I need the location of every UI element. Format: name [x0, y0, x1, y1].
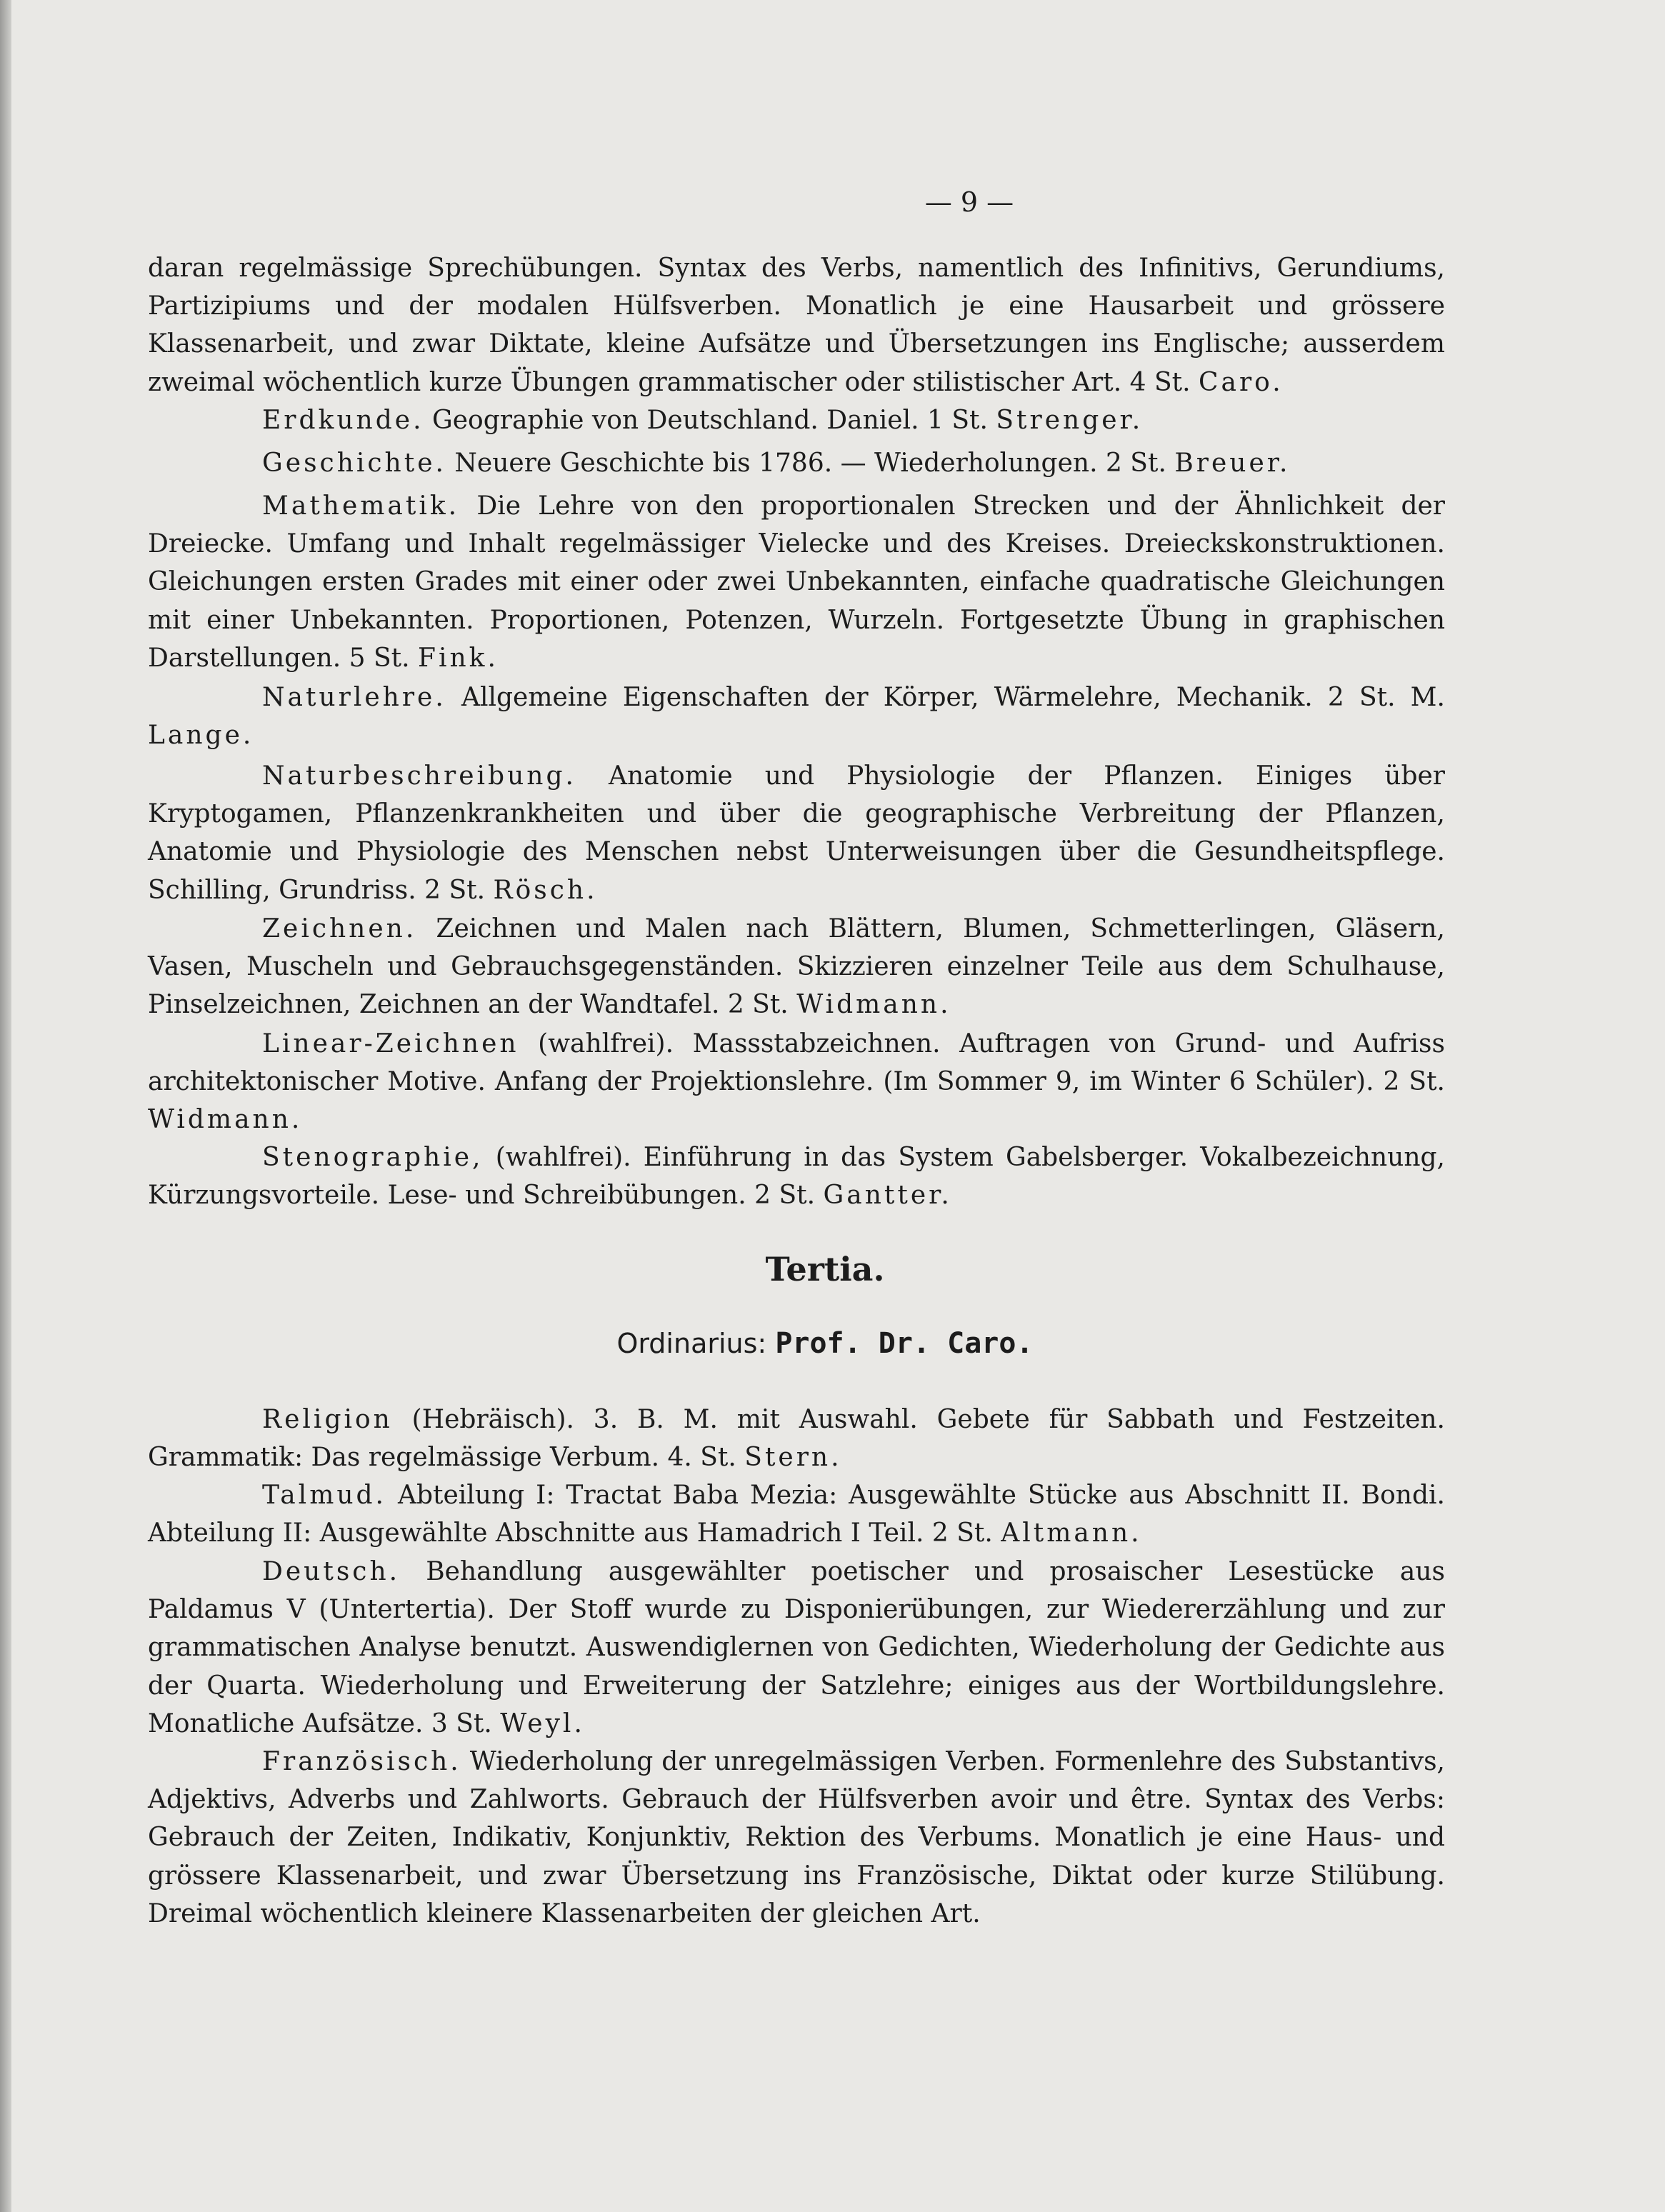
teacher-name: Widmann.	[148, 1105, 303, 1135]
subject-heading: Erdkunde.	[262, 406, 424, 435]
teacher-name: Caro.	[1198, 367, 1284, 397]
paragraph-text: Abteilung I: Tractat Baba Mezia: Ausgewählte Stücke aus Abschnitt II. Bondi. Abteilung II: Ausgewählte Abschnitte aus Hamadrich I Teil. 2 St.	[148, 1481, 1445, 1548]
paragraph-naturbeschreibung	[148, 757, 1445, 909]
paragraph-text: Die Lehre von den proportionalen Strecken und der Ähnlichkeit der Dreiecke. Umfang und Inhalt regelmässiger Vielecke und des Kreises. Dreieckskonstruktionen. Gleichungen ersten Grades mit einer oder zwei Unbekannten, einfache quadratische Gleichungen mit einer Unbekannten. Proportionen, Potenzen, Wurzeln. Fortgesetzte Übung in graphischen Darstellungen. 5 St.	[148, 491, 1445, 673]
paragraph-stenographie	[148, 1138, 1445, 1214]
paragraph-text: Geographie von Deutschland. Daniel. 1 St.	[424, 406, 996, 435]
paragraph-text: Anatomie und Physiologie der Pflanzen. Einiges über Kryptogamen, Pflanzenkrankheiten und über die geographische Verbreitung der Pflanzen, Anatomie und Physiologie des Menschen nebst Unterweisungen über die Gesundheitspflege. Schilling, Grundriss. 2 St.	[148, 761, 1445, 905]
paragraph-deutsch	[148, 1553, 1445, 1743]
subject-heading: Zeichnen.	[262, 914, 417, 944]
ordinarius-line	[148, 1323, 1445, 1363]
paragraph-text: Zeichnen und Malen nach Blättern, Blumen, Schmetterlingen, Gläsern, Vasen, Muscheln und Gebrauchsgegenständen. Skizzieren einzelner Teile aus dem Schulhause, Pinselzeichnen, Zeichnen an der Wandtafel. 2 St.	[148, 914, 1445, 1020]
teacher-name: Weyl.	[500, 1708, 585, 1738]
teacher-name: Breuer.	[1174, 449, 1291, 478]
teacher-name: Gantter.	[823, 1181, 952, 1211]
subject-heading: Naturbeschreibung.	[262, 761, 576, 791]
paragraph-franzoesisch	[148, 1743, 1445, 1933]
paragraph-naturlehre	[148, 679, 1445, 754]
subject-heading: Mathematik.	[262, 491, 460, 521]
ordinarius-name: Prof. Dr. Caro.	[775, 1327, 1034, 1360]
paragraph-text: daran regelmässige Sprechübungen. Syntax des Verbs, namentlich des Infinitivs, Gerundiums, Partizipiums und der modalen Hülfsverben. Monatlich je eine Hausarbeit und grössere Klassenarbeit, und zwar Diktate, kleine Aufsätze und Übersetzungen ins Englische; ausserdem zweimal wöchentlich kurze Übungen grammatischer oder stilistischer Art. 4 St.	[148, 254, 1445, 397]
paragraph-text: (wahlfrei). Einführung in das System Gabelsberger. Vokalbezeichnung, Kürzungsvorteile. Lese- und Schreibübungen. 2 St.	[148, 1143, 1445, 1211]
teacher-name: Rösch.	[493, 875, 598, 905]
paragraph-mathematik	[148, 487, 1445, 677]
teacher-name: Fink.	[417, 643, 499, 673]
paragraph-erdkunde	[148, 401, 1445, 439]
paragraph-text: Allgemeine Eigenschaften der Körper, Wärmelehre, Mechanik. 2 St. M.	[446, 683, 1445, 712]
page-binding-edge	[0, 0, 11, 2212]
teacher-name: Widmann.	[796, 990, 951, 1020]
paragraph-geschichte	[148, 444, 1445, 482]
paragraph-religion	[148, 1401, 1445, 1476]
ordinarius-label: Ordinarius:	[616, 1328, 767, 1359]
section-title: Tertia.	[765, 1250, 885, 1288]
subject-heading: Französisch.	[262, 1747, 461, 1776]
subject-heading: Geschichte.	[262, 449, 446, 478]
subject-heading: Deutsch.	[262, 1557, 401, 1586]
paragraph-text: Behandlung ausgewählter poetischer und prosaischer Lesestücke aus Paldamus V (Untertertia). Der Stoff wurde zu Disponierübungen, zur Wiedererzählung und zur grammatischen Analyse benutzt. Auswendiglernen von Gedichten, Wiederholung der Gedichte aus der Quarta. Wiederholung und Erweiterung der Satzlehre; einiges aus der Wortbildungslehre. Monatliche Aufsätze. 3 St.	[148, 1557, 1445, 1738]
page-number: — 9 —	[924, 186, 1014, 218]
subject-heading: Naturlehre.	[262, 683, 446, 712]
paragraph-talmud	[148, 1476, 1445, 1552]
paragraph-text: Neuere Geschichte bis 1786. — Wiederholungen. 2 St.	[446, 449, 1175, 478]
subject-heading: Linear-Zeichnen	[262, 1029, 519, 1059]
teacher-name: Strenger.	[996, 406, 1144, 435]
subject-heading: Religion	[262, 1405, 393, 1434]
teacher-name: Altmann.	[1001, 1518, 1142, 1548]
paragraph-linear-zeichnen	[148, 1025, 1445, 1139]
subject-heading: Talmud.	[262, 1481, 387, 1510]
paragraph-zeichnen	[148, 910, 1445, 1024]
paragraph-text: Wiederholung der unregelmässigen Verben. Formenlehre des Substantivs, Adjektivs, Adverbs und Zahlworts. Gebrauch der Hülfsverben avoir und être. Syntax des Verbs: Gebrauch der Zeiten, Indikativ, Konjunktiv, Rektion des Verbums. Monatlich je eine Haus- und grössere Klassenarbeit, und zwar Übersetzung ins Französische, Diktat oder kurze Stilübung. Dreimal wöchentlich kleinere Klassenarbeiten der gleichen Art.	[148, 1747, 1445, 1928]
paragraph-text: (Hebräisch). 3. B. M. mit Auswahl. Gebete für Sabbath und Festzeiten. Grammatik: Das regelmässige Verbum. 4. St.	[148, 1405, 1445, 1473]
teacher-name: Lange.	[148, 721, 254, 751]
paragraph-englisch-continued	[148, 249, 1445, 401]
paragraph-text: (wahlfrei). Massstabzeichnen. Auftragen von Grund- und Aufriss architektonischer Motive. Anfang der Projektionslehre. (Im Sommer 9, im Winter 6 Schüler). 2 St.	[148, 1029, 1445, 1097]
teacher-name: Stern.	[744, 1443, 842, 1473]
subject-heading: Stenographie,	[262, 1143, 484, 1172]
